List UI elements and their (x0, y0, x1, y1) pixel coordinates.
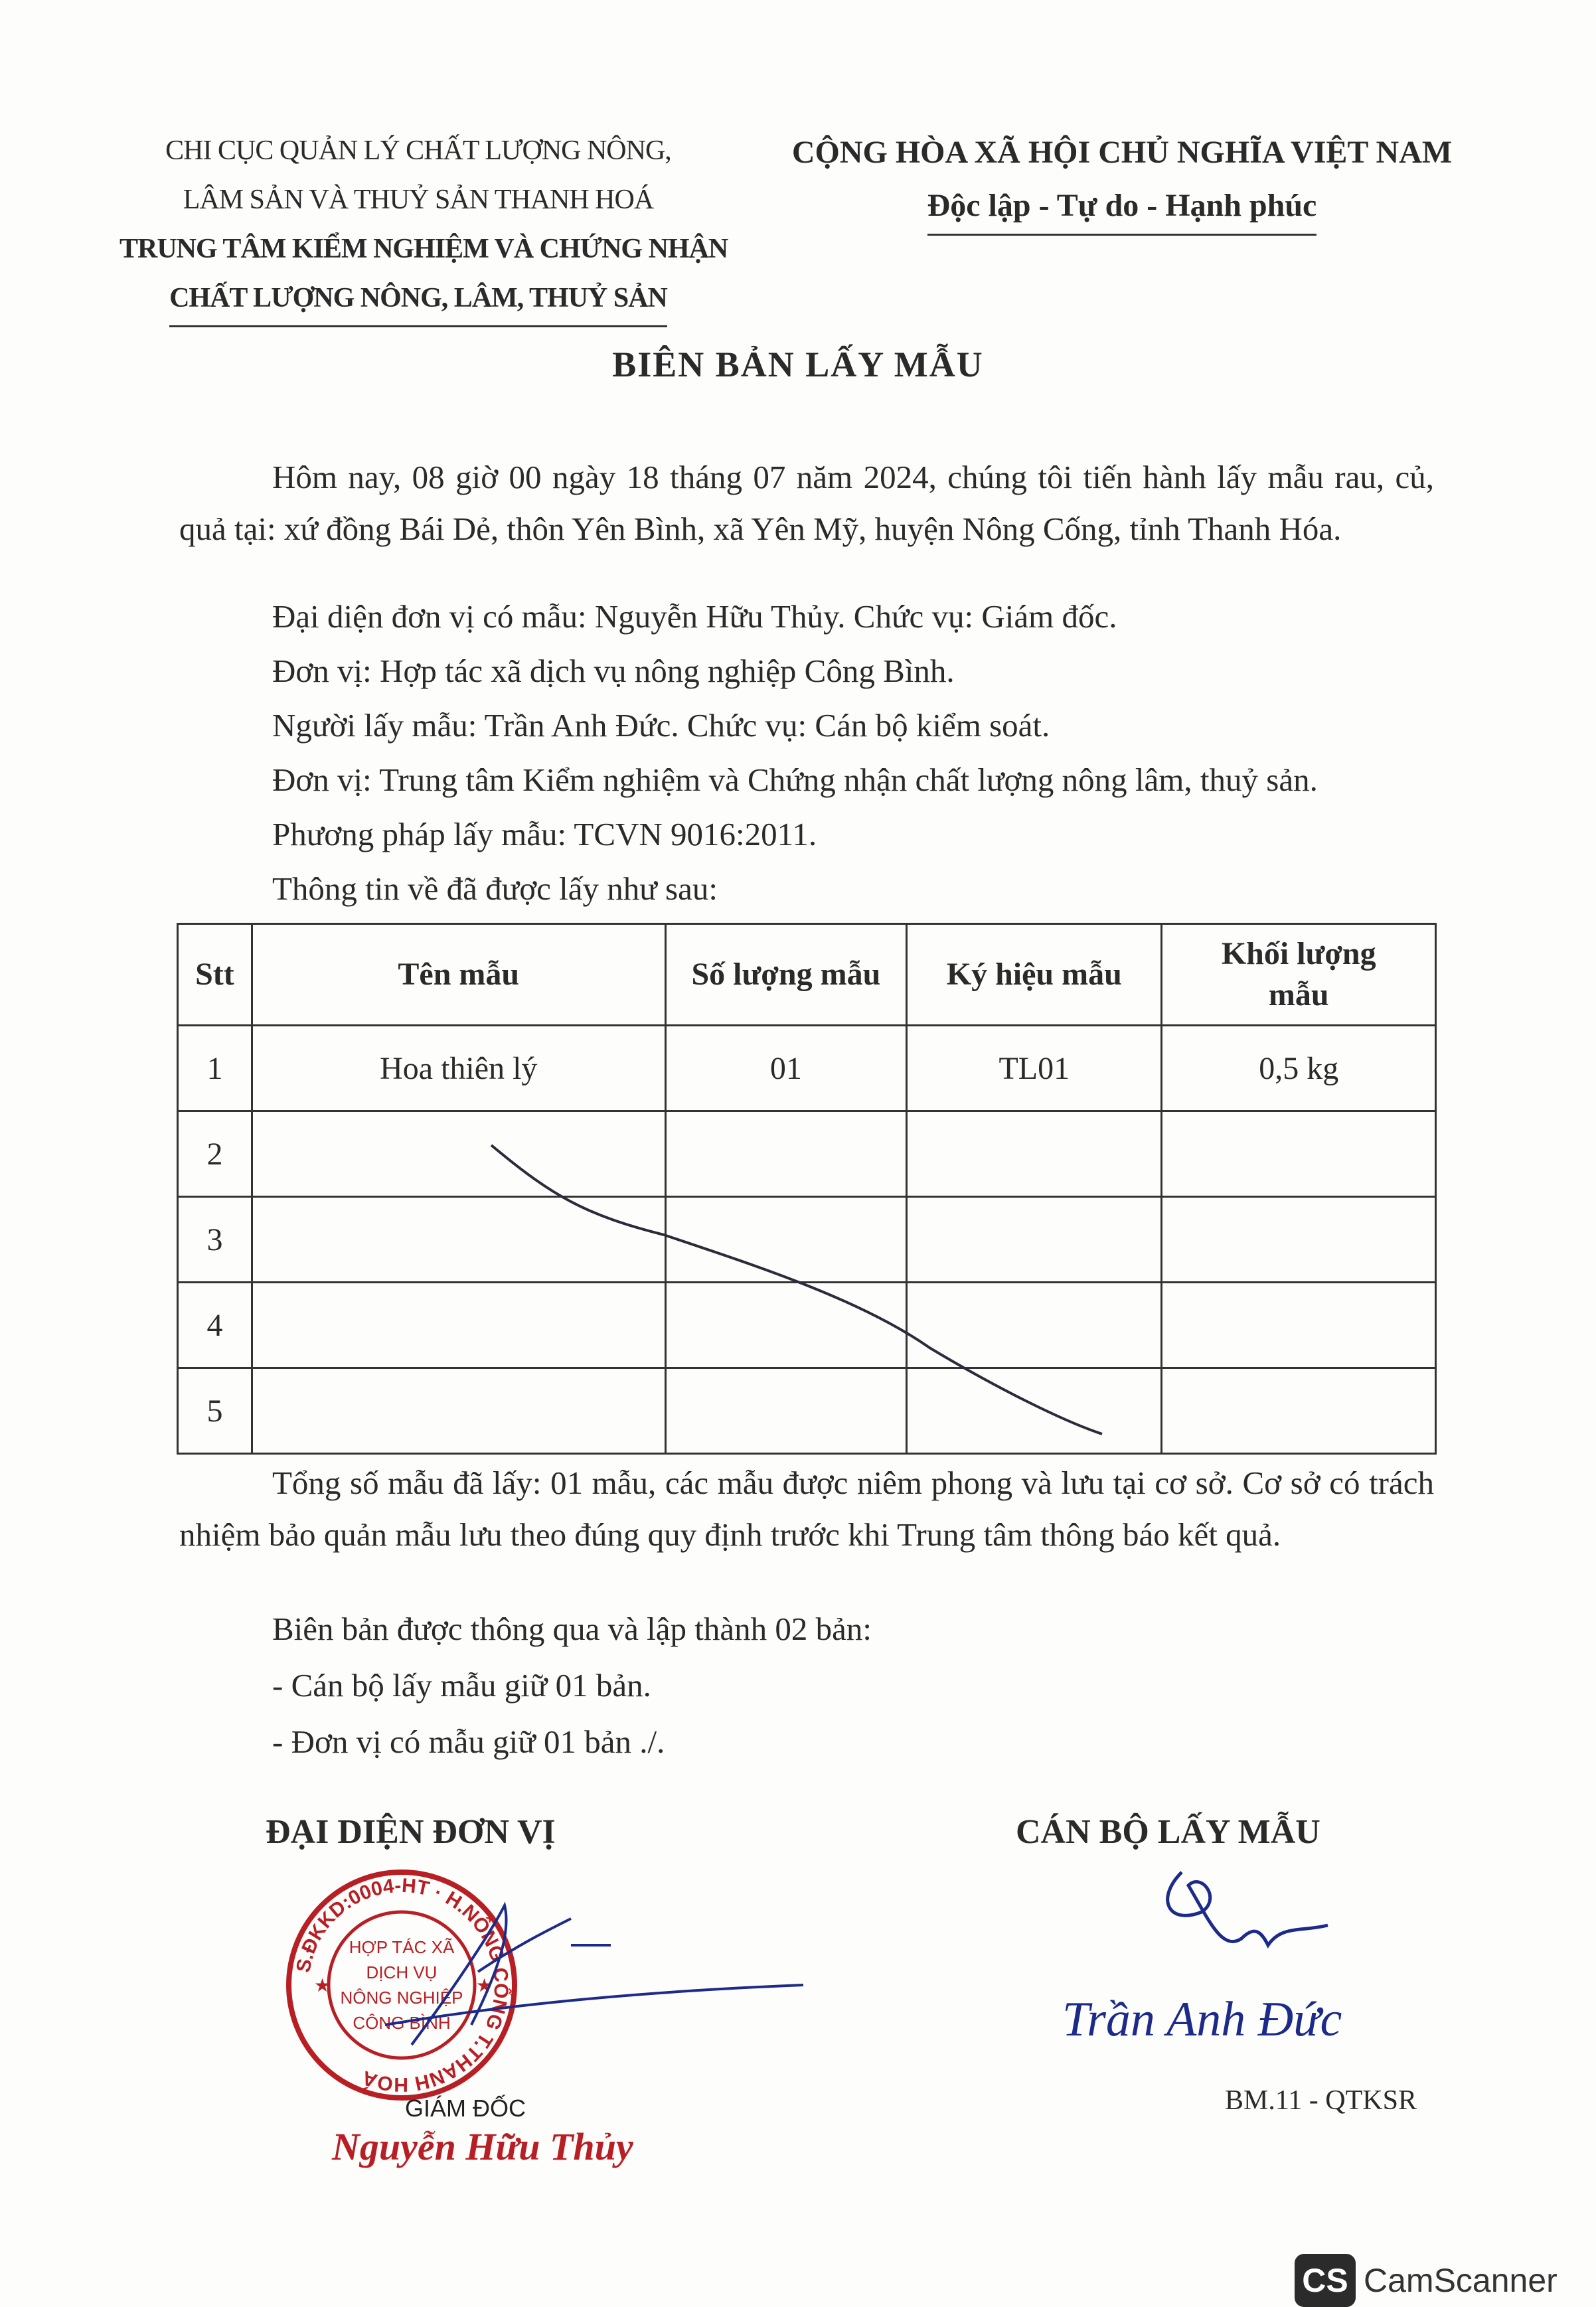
cell-sample-name: Hoa thiên lý (252, 1026, 665, 1111)
copies-line: Biên bản được thông qua và lập thành 02 bản: (272, 1611, 872, 1647)
national-motto: Độc lập - Tự do - Hạnh phúc (927, 179, 1317, 236)
director-name: Nguyễn Hữu Thủy (332, 2125, 633, 2168)
header-code: Ký hiệu mẫu (907, 924, 1162, 1026)
cell-stt: 4 (178, 1283, 252, 1368)
copy2-line: - Đơn vị có mẫu giữ 01 bản ./. (272, 1723, 665, 1760)
form-code: BM.11 - QTKSR (1225, 2085, 1417, 2116)
director-signature-icon (372, 1892, 837, 2065)
sampler-unit-line: Đơn vị: Trung tâm Kiểm nghiệm và Chứng nhận chất lượng nông lâm, thuỷ sản. (272, 761, 1318, 798)
summary-paragraph (179, 1457, 1434, 1561)
camscanner-logo-icon: CS (1295, 2254, 1356, 2307)
camscanner-watermark (1295, 2254, 1557, 2307)
svg-text:DỊCH VỤ: DỊCH VỤ (366, 1962, 438, 1982)
agency-line-4: CHẤT LƯỢNG NÔNG, LÂM, THUỶ SẢN (169, 274, 667, 327)
agency-line-2: LÂM SẢN VÀ THUỶ SẢN THANH HOÁ (183, 185, 654, 215)
cell-weight: 0,5 kg (1162, 1026, 1436, 1111)
director-role-label: GIÁM ĐỐC (405, 2095, 526, 2122)
intro-text: Hôm nay, 08 giờ 00 ngày 18 tháng 07 năm 2024, chúng tôi tiến hành lấy mẫu rau, củ, quả tại: xứ đồng Bái Dẻ, thôn Yên Bình, xã Yên Mỹ, huyện Nông Cống, tỉnh Thanh Hóa. (179, 459, 1434, 547)
info-line: Thông tin về đã được lấy như sau: (272, 870, 718, 907)
cell-code: TL01 (907, 1026, 1162, 1111)
svg-text:★: ★ (314, 1976, 331, 1996)
svg-text:S.ĐKKD:0004-HT · H.NÔNG CỐNG T: S.ĐKKD:0004-HT · H.NÔNG CỐNG T.THANH HOÁ (292, 1874, 513, 2096)
sampler-line: Người lấy mẫu: Trần Anh Đức. Chức vụ: Cán bộ kiểm soát. (272, 707, 1050, 744)
summary-text: Tổng số mẫu đã lấy: 01 mẫu, các mẫu được niêm phong và lưu tại cơ sở. Cơ sở có trách nhiệm bảo quản mẫu lưu theo đúng quy định trước khi Trung tâm thông báo kết quả. (179, 1465, 1434, 1553)
sampling-officer-title: CÁN BỘ LẤY MẪU (1016, 1813, 1320, 1851)
method-line: Phương pháp lấy mẫu: TCVN 9016:2011. (272, 816, 817, 852)
agency-line-3: TRUNG TÂM KIỂM NGHIỆM VÀ CHỨNG NHẬN (120, 234, 728, 264)
header-weight: Khối lượng mẫu (1162, 924, 1436, 1026)
header-quantity: Số lượng mẫu (665, 924, 906, 1026)
svg-text:NÔNG NGHIỆP: NÔNG NGHIỆP (340, 1988, 463, 2008)
svg-text:★: ★ (476, 1976, 493, 1996)
header-stt: Stt (178, 924, 252, 1026)
svg-text:CÔNG BÌNH: CÔNG BÌNH (353, 2013, 451, 2033)
unit-line: Đơn vị: Hợp tác xã dịch vụ nông nghiệp Công Bình. (272, 653, 955, 689)
national-title: CỘNG HÒA XÃ HỘI CHỦ NGHĨA VIỆT NAM (791, 135, 1453, 170)
representative-line: Đại diện đơn vị có mẫu: Nguyễn Hữu Thủy. Chức vụ: Giám đốc. (272, 598, 1117, 635)
agency-line-1: CHI CỤC QUẢN LÝ CHẤT LƯỢNG NÔNG, (165, 135, 671, 166)
cell-stt: 3 (178, 1197, 252, 1283)
unit-representative-title: ĐẠI DIỆN ĐƠN VỊ (266, 1813, 556, 1851)
cell-stt: 5 (178, 1368, 252, 1454)
header-sample-name: Tên mẫu (252, 924, 665, 1026)
camscanner-label: CamScanner (1364, 2262, 1557, 2299)
cell-quantity: 01 (665, 1026, 906, 1111)
svg-text:HỢP TÁC XÃ: HỢP TÁC XÃ (349, 1937, 455, 1957)
copy1-line: - Cán bộ lấy mẫu giữ 01 bản. (272, 1667, 651, 1704)
officer-signature-icon (1129, 1859, 1368, 1978)
officer-name: Trần Anh Đức (1062, 1992, 1342, 2047)
cell-stt: 2 (178, 1111, 252, 1197)
document-title: BIÊN BẢN LẤY MẪU (612, 345, 984, 384)
cell-stt: 1 (178, 1026, 252, 1111)
